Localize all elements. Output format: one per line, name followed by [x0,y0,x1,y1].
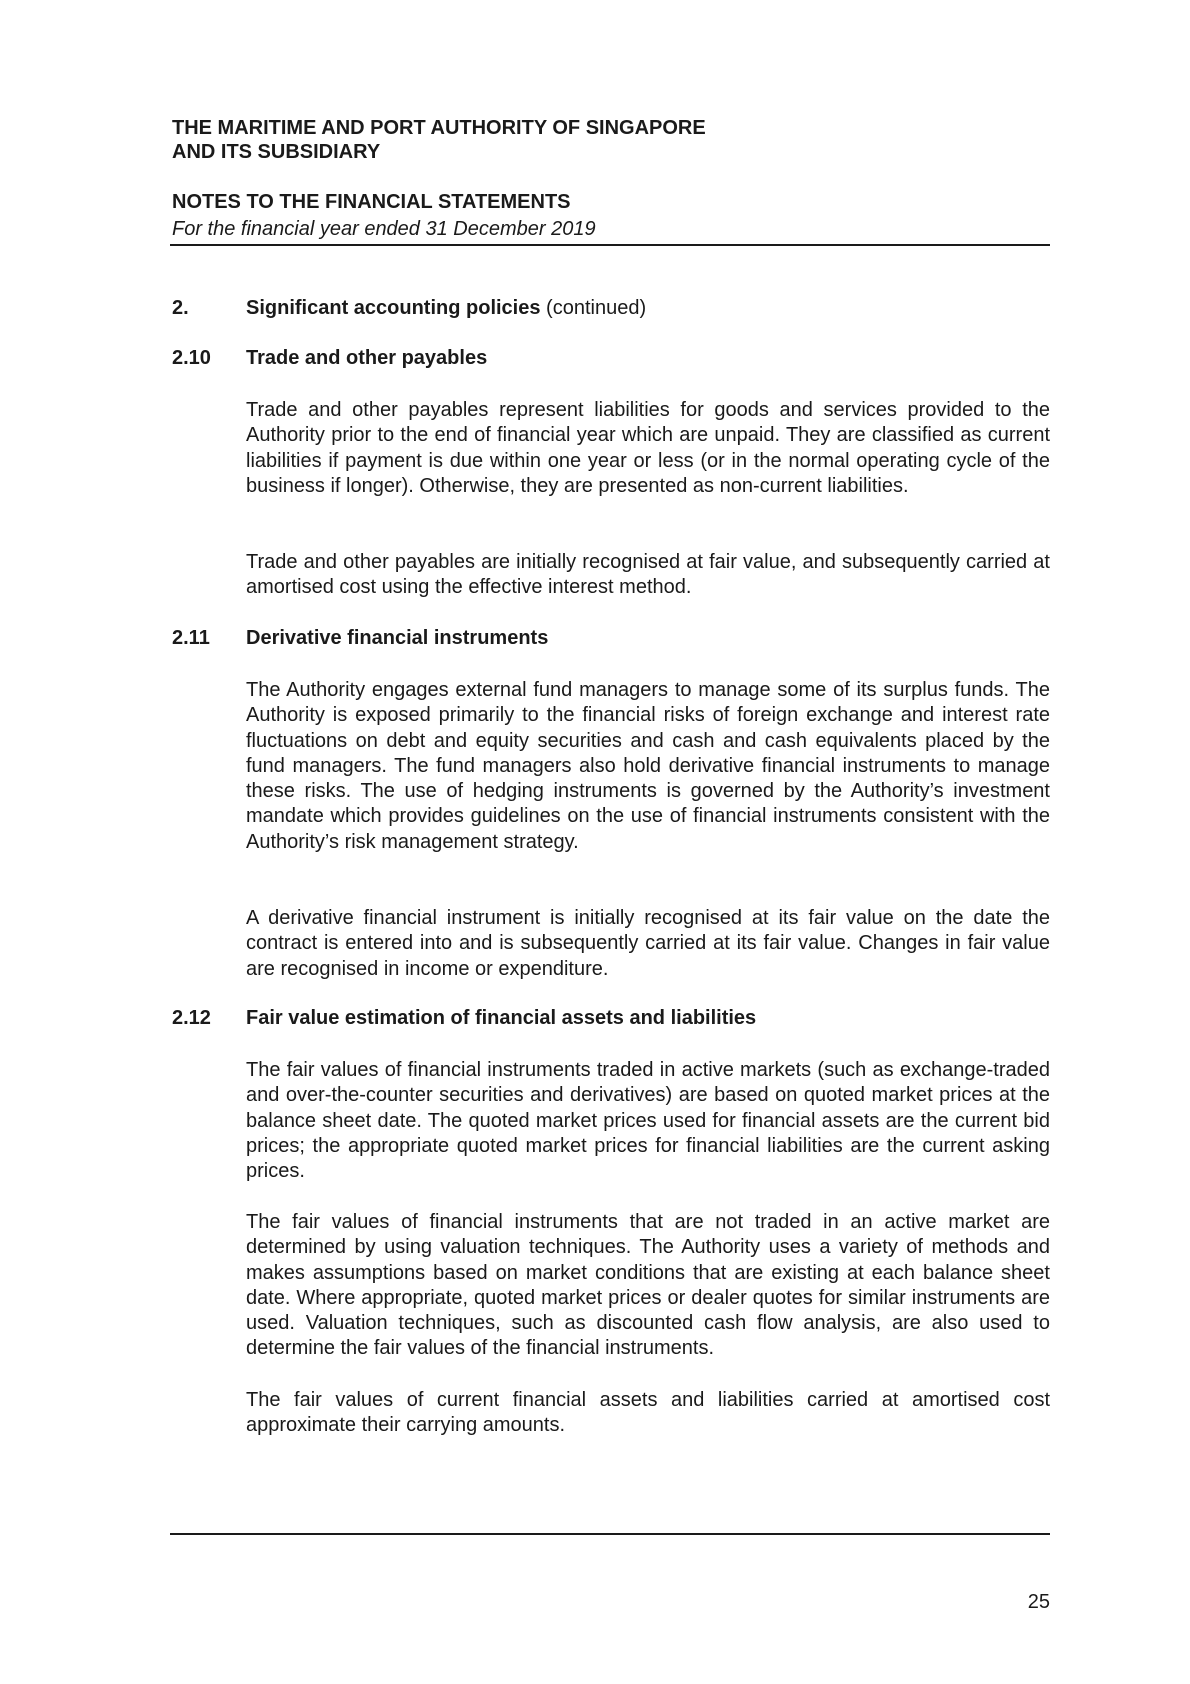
paragraph: Trade and other payables are initially recognised at fair value, and subsequently carried at amortised cost using the effective interest method. [246,551,1050,599]
paragraph: The fair values of financial instruments traded in active markets (such as exchange-traded and over-the-counter securities and derivatives) are based on quoted market prices at the balance sheet date. The quoted market prices used for financial assets are the current bid prices; the appropriate quoted market prices for financial liabilities are the current asking prices. [246,1059,1050,1183]
notes-subtitle: For the financial year ended 31 December 2019 [172,218,596,240]
organization-name [172,116,706,164]
paragraph: A derivative financial instrument is initially recognised at its fair value on the date the contract is entered into and is subsequently carried at its fair value. Changes in fair value are recognised in income or expenditure. [246,907,1050,980]
section-number: 2.10 [172,347,211,369]
org-line-2: AND ITS SUBSIDIARY [172,141,381,163]
footer-divider [170,1533,1050,1535]
paragraph: The fair values of current financial assets and liabilities carried at amortised cost approximate their carrying amounts. [246,1389,1050,1437]
notes-title: NOTES TO THE FINANCIAL STATEMENTS [172,191,571,213]
org-line-1: THE MARITIME AND PORT AUTHORITY OF SINGAPORE [172,117,706,139]
paragraph: Trade and other payables represent liabilities for goods and services provided to the Authority prior to the end of financial year which are unpaid. They are classified as current liabilities if payment is due within one year or less (or in the normal operating cycle of the business if longer). Otherwise, they are presented as non-current liabilities. [246,399,1050,497]
section-title: Derivative financial instruments [246,627,549,649]
section-title: Fair value estimation of financial assets and liabilities [246,1007,757,1029]
header-divider [170,244,1050,246]
page-number: 25 [1027,1591,1050,1613]
section-title: Significant accounting policies [246,297,541,319]
section-number: 2. [172,297,189,319]
section-number: 2.11 [172,627,210,649]
section-title: Trade and other payables [246,347,488,369]
paragraph: The Authority engages external fund managers to manage some of its surplus funds. The Authority is exposed primarily to the financial risks of foreign exchange and interest rate fluctuations on debt and equity securities and cash and cash equivalents placed by the fund managers. The fund managers also hold derivative financial instruments to manage these risks. The use of hedging instruments is governed by the Authority’s investment mandate which provides guidelines on the use of financial instruments consistent with the Authority’s risk management strategy. [246,679,1050,853]
section-number: 2.12 [172,1007,211,1029]
section-suffix: (continued) [546,297,647,319]
paragraph: The fair values of financial instruments that are not traded in an active market are determined by using valuation techniques. The Authority uses a variety of methods and makes assumptions based on market conditions that are existing at each balance sheet date. Where appropriate, quoted market prices or dealer quotes for similar instruments are used. Valuation techniques, such as discounted cash flow analysis, are also used to determine the fair values of the financial instruments. [246,1211,1050,1360]
